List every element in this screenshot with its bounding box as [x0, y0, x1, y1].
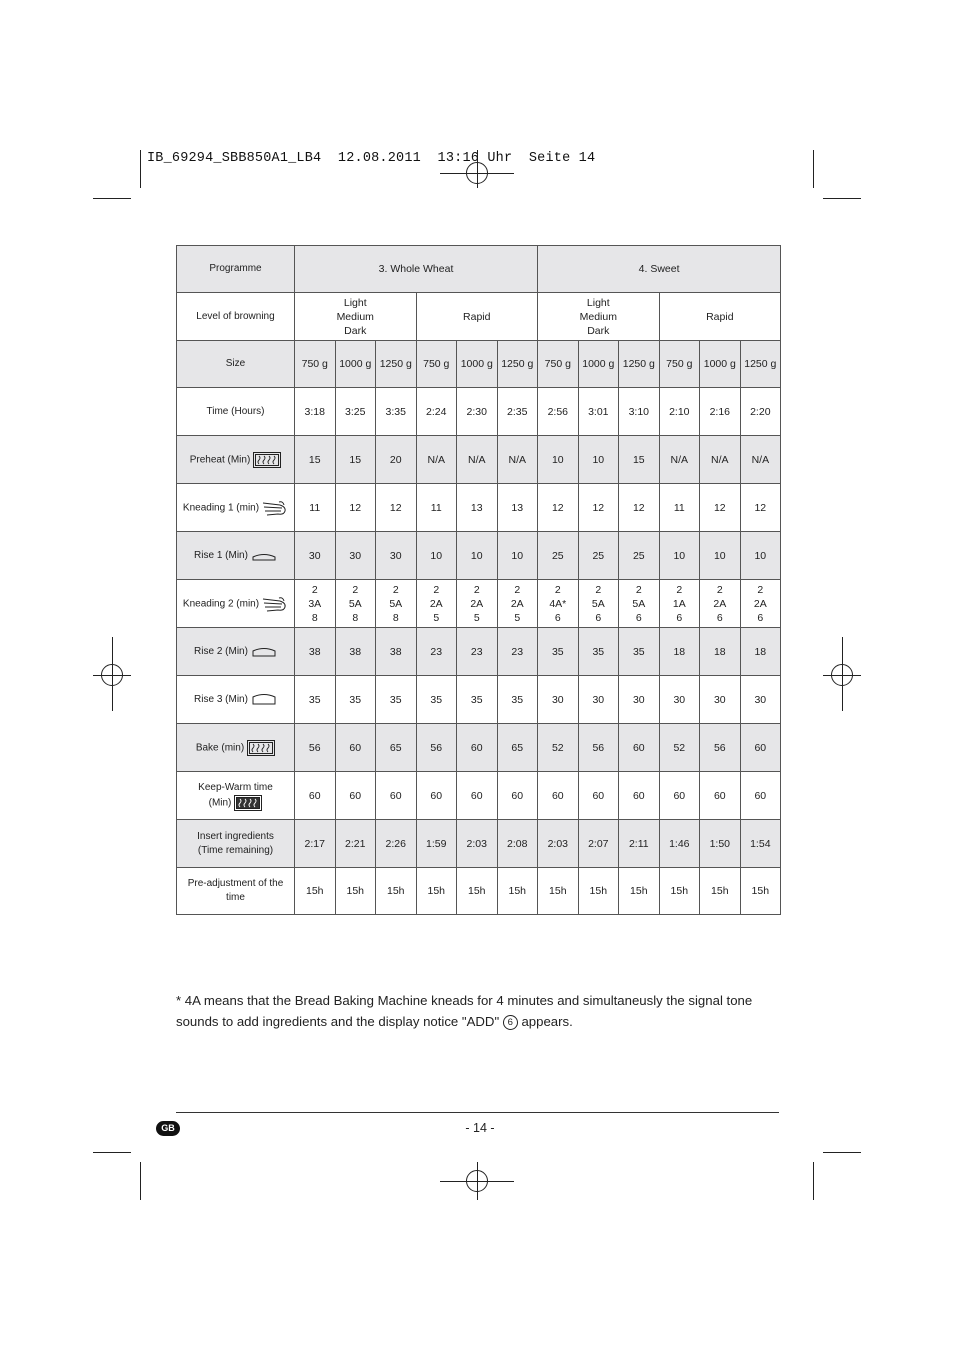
cell-line: 2 — [433, 583, 440, 596]
table-cell: 35 — [457, 676, 498, 724]
table-cell: 25 — [538, 532, 579, 580]
table-cell: 12 — [538, 484, 579, 532]
table-cell: 1:54 — [740, 820, 781, 868]
table-row — [177, 772, 781, 820]
browning-rapid: Rapid — [659, 293, 781, 341]
table-cell: 35 — [416, 676, 457, 724]
crop-mark — [93, 198, 131, 199]
table-cell: 38 — [335, 628, 376, 676]
browning-level-light: Light — [343, 296, 367, 309]
table-cell: 60 — [416, 772, 457, 820]
row-label — [177, 388, 295, 436]
table-cell: 15h — [457, 868, 498, 915]
cell-line: 8 — [392, 611, 399, 624]
size-cell: 1250 g — [740, 341, 781, 388]
table-cell: 2:30 — [457, 388, 498, 436]
crop-mark — [823, 198, 861, 199]
table-cell: 15h — [740, 868, 781, 915]
cell-line: 6 — [635, 611, 642, 624]
table-cell: 3:35 — [376, 388, 417, 436]
table-cell: 60 — [700, 772, 741, 820]
table-cell: 12 — [578, 484, 619, 532]
row-label — [177, 484, 295, 532]
preheat-icon — [253, 452, 281, 468]
table-cell: 13 — [457, 484, 498, 532]
table-cell — [416, 580, 457, 628]
table-cell: 15 — [335, 436, 376, 484]
row-label — [177, 628, 295, 676]
table-cell: 15h — [497, 868, 538, 915]
table-cell: 10 — [497, 532, 538, 580]
row-label — [177, 868, 295, 915]
table-cell: 2:21 — [335, 820, 376, 868]
programme-header-row — [177, 246, 781, 293]
table-cell: 15h — [416, 868, 457, 915]
table-cell: 56 — [416, 724, 457, 772]
crop-mark — [813, 150, 814, 188]
table-cell: N/A — [497, 436, 538, 484]
table-cell: 15h — [295, 868, 336, 915]
footnote — [176, 990, 786, 1032]
table-cell: 30 — [619, 676, 660, 724]
table-cell: 12 — [335, 484, 376, 532]
footnote-text: * 4A means that the Bread Baking Machine kneads for 4 minutes and simultaneusly the signal tone sounds to add ingredients and the display notice "ADD" — [176, 993, 753, 1029]
table-cell: 10 — [740, 532, 781, 580]
size-cell: 1000 g — [578, 341, 619, 388]
table-row — [177, 580, 781, 628]
table-cell: 30 — [659, 676, 700, 724]
table-row — [177, 628, 781, 676]
kneading-hand-icon — [262, 595, 288, 613]
cell-line: 2A — [510, 597, 524, 610]
cell-line: 5A — [389, 597, 403, 610]
circled-number: 6 — [503, 1015, 518, 1030]
row-label-text: Kneading 2 (min) — [182, 598, 260, 610]
table-cell: 35 — [578, 628, 619, 676]
table-cell: N/A — [416, 436, 457, 484]
row-label-text: (Min) — [208, 797, 232, 809]
registration-mark-circle — [101, 664, 123, 686]
table-cell: 35 — [295, 676, 336, 724]
print-header: IB_69294_SBB850A1_LB4 12.08.2011 13:16 Uhr Seite 14 — [147, 151, 596, 166]
table-cell: 2:03 — [457, 820, 498, 868]
table-cell: 18 — [659, 628, 700, 676]
table-cell: 52 — [538, 724, 579, 772]
cell-line: 2 — [757, 583, 764, 596]
table-cell: N/A — [457, 436, 498, 484]
table-cell — [659, 580, 700, 628]
crop-mark — [140, 150, 141, 188]
table-cell — [497, 580, 538, 628]
row-label: Size — [177, 341, 295, 388]
table-cell: 60 — [295, 772, 336, 820]
size-cell: 1000 g — [335, 341, 376, 388]
row-label-line — [177, 795, 294, 811]
table-cell — [376, 580, 417, 628]
table-cell: 60 — [740, 724, 781, 772]
table-cell: 56 — [295, 724, 336, 772]
table-cell: 2:56 — [538, 388, 579, 436]
row-label-text: Kneading 1 (min) — [182, 502, 260, 514]
browning-rapid: Rapid — [416, 293, 538, 341]
table-cell: 2:03 — [538, 820, 579, 868]
browning-row — [177, 293, 781, 341]
table-cell: N/A — [659, 436, 700, 484]
registration-mark-circle — [466, 1170, 488, 1192]
table-cell: 15 — [295, 436, 336, 484]
table-cell: 60 — [457, 724, 498, 772]
table-cell: 30 — [700, 676, 741, 724]
table-cell: 1:59 — [416, 820, 457, 868]
table-cell: 15h — [659, 868, 700, 915]
registration-mark-circle — [831, 664, 853, 686]
rise-1-dough-icon — [251, 549, 277, 561]
table-row — [177, 820, 781, 868]
table-cell: 2:17 — [295, 820, 336, 868]
programme-table — [176, 245, 781, 915]
row-label-line — [177, 844, 294, 858]
cell-line: 5A — [591, 597, 605, 610]
table-cell: 2:20 — [740, 388, 781, 436]
table-row — [177, 676, 781, 724]
row-label-line: Keep-Warm time — [198, 781, 273, 793]
row-label — [177, 436, 295, 484]
table-cell: 10 — [457, 532, 498, 580]
browning-level-light: Light — [586, 296, 610, 309]
table-cell — [740, 580, 781, 628]
table-cell: 60 — [457, 772, 498, 820]
browning-level-medium: Medium — [579, 310, 617, 323]
table-cell: 2:10 — [659, 388, 700, 436]
size-row — [177, 341, 781, 388]
footer-rule — [176, 1112, 779, 1113]
size-cell: 1250 g — [619, 341, 660, 388]
table-cell — [457, 580, 498, 628]
row-label — [177, 724, 295, 772]
table-cell: 56 — [578, 724, 619, 772]
keep-warm-icon — [234, 795, 262, 811]
table-cell: 35 — [619, 628, 660, 676]
cell-line: 6 — [716, 611, 723, 624]
crop-mark — [823, 1152, 861, 1153]
row-label-text: Rise 3 (Min) — [194, 693, 248, 705]
rise-2-dough-icon — [251, 645, 277, 657]
bake-icon — [247, 740, 275, 756]
table-cell — [335, 580, 376, 628]
table-row — [177, 484, 781, 532]
table-cell: 30 — [335, 532, 376, 580]
row-label-text: Rise 2 (Min) — [194, 645, 248, 657]
row-label: Programme — [177, 246, 295, 293]
size-cell: 750 g — [538, 341, 579, 388]
browning-levels — [295, 293, 417, 341]
table-cell: 35 — [376, 676, 417, 724]
table-cell: 15h — [335, 868, 376, 915]
table-cell: 23 — [416, 628, 457, 676]
row-label-text: Pre-adjustment of the time — [187, 878, 284, 903]
table-cell: 12 — [376, 484, 417, 532]
table-cell: 35 — [497, 676, 538, 724]
table-cell: 2:07 — [578, 820, 619, 868]
table-cell — [295, 580, 336, 628]
row-label: Level of browning — [177, 293, 295, 341]
table-cell: 65 — [376, 724, 417, 772]
crop-mark — [93, 1152, 131, 1153]
table-cell: 60 — [376, 772, 417, 820]
table-cell: 11 — [295, 484, 336, 532]
row-label-text: Bake (min) — [195, 742, 245, 754]
table-cell: 2:08 — [497, 820, 538, 868]
cell-line: 2 — [595, 583, 602, 596]
programme-whole-wheat: 3. Whole Wheat — [295, 246, 538, 293]
browning-levels — [538, 293, 660, 341]
cell-line: 3A — [308, 597, 322, 610]
programme-sweet: 4. Sweet — [538, 246, 781, 293]
table-cell: 11 — [416, 484, 457, 532]
row-label — [177, 820, 295, 868]
table-cell: 12 — [740, 484, 781, 532]
rise-3-dough-icon — [251, 693, 277, 705]
cell-line: 5 — [473, 611, 480, 624]
table-cell: 38 — [295, 628, 336, 676]
table-cell: 30 — [740, 676, 781, 724]
cell-line: 2 — [311, 583, 318, 596]
table-cell: 3:18 — [295, 388, 336, 436]
table-row — [177, 724, 781, 772]
table-cell: 18 — [700, 628, 741, 676]
cell-line: 2 — [514, 583, 521, 596]
table-cell: 15 — [619, 436, 660, 484]
size-cell: 1250 g — [497, 341, 538, 388]
table-cell — [578, 580, 619, 628]
table-cell: 23 — [457, 628, 498, 676]
row-label-line: Insert ingredients — [197, 830, 274, 842]
cell-line: 1A — [672, 597, 686, 610]
table-row — [177, 532, 781, 580]
table-cell: 35 — [335, 676, 376, 724]
table-cell — [700, 580, 741, 628]
table-cell: 60 — [740, 772, 781, 820]
table-cell: 12 — [700, 484, 741, 532]
cell-line: 2 — [392, 583, 399, 596]
row-label-text: Time (Hours) — [206, 405, 265, 417]
size-cell: 750 g — [416, 341, 457, 388]
row-label — [177, 532, 295, 580]
table-cell: 30 — [295, 532, 336, 580]
language-badge: GB — [156, 1121, 180, 1136]
table-cell: 2:24 — [416, 388, 457, 436]
table-cell: 60 — [619, 772, 660, 820]
table-cell: 1:46 — [659, 820, 700, 868]
table-cell: 2:11 — [619, 820, 660, 868]
table-cell: 10 — [700, 532, 741, 580]
cell-line: 2 — [554, 583, 561, 596]
table-cell: 10 — [659, 532, 700, 580]
table-cell: 25 — [619, 532, 660, 580]
cell-line: 2A — [429, 597, 443, 610]
table-cell: 10 — [416, 532, 457, 580]
browning-level-dark: Dark — [587, 324, 610, 337]
table-cell: 2:16 — [700, 388, 741, 436]
cell-line: 2A — [753, 597, 767, 610]
table-cell: 15h — [619, 868, 660, 915]
table-cell: 60 — [335, 724, 376, 772]
table-cell: 3:01 — [578, 388, 619, 436]
table-cell: 3:25 — [335, 388, 376, 436]
table-cell: 10 — [578, 436, 619, 484]
row-label-text: Preheat (Min) — [189, 454, 251, 466]
table-cell: 60 — [619, 724, 660, 772]
table-cell: 38 — [376, 628, 417, 676]
table-cell: 30 — [538, 676, 579, 724]
size-cell: 1250 g — [376, 341, 417, 388]
cell-line: 8 — [352, 611, 359, 624]
cell-line: 6 — [595, 611, 602, 624]
browning-level-dark: Dark — [344, 324, 367, 337]
cell-line: 2 — [635, 583, 642, 596]
table-cell: 3:10 — [619, 388, 660, 436]
table-cell: 15h — [538, 868, 579, 915]
table-cell: 15h — [700, 868, 741, 915]
table-cell: 35 — [538, 628, 579, 676]
table-cell: 60 — [335, 772, 376, 820]
table-cell: 1:50 — [700, 820, 741, 868]
table-cell: 18 — [740, 628, 781, 676]
table-row — [177, 388, 781, 436]
table-cell: 52 — [659, 724, 700, 772]
table-row — [177, 436, 781, 484]
table-cell: 2:35 — [497, 388, 538, 436]
row-label — [177, 772, 295, 820]
table-cell: 30 — [376, 532, 417, 580]
table-cell: 65 — [497, 724, 538, 772]
table-cell — [619, 580, 660, 628]
size-cell: 750 g — [659, 341, 700, 388]
page-number: - 14 - — [465, 1121, 495, 1135]
cell-line: 5A — [632, 597, 646, 610]
table-cell: 12 — [619, 484, 660, 532]
size-cell: 750 g — [295, 341, 336, 388]
table-cell: 60 — [497, 772, 538, 820]
crop-mark — [140, 1162, 141, 1200]
row-label-text: (Time remaining) — [197, 844, 274, 856]
table-cell: N/A — [700, 436, 741, 484]
row-label-text: Rise 1 (Min) — [194, 549, 248, 561]
table-cell: 56 — [700, 724, 741, 772]
row-label — [177, 676, 295, 724]
cell-line: 2 — [473, 583, 480, 596]
table-cell: 15h — [376, 868, 417, 915]
kneading-hand-icon — [262, 499, 288, 517]
table-cell: N/A — [740, 436, 781, 484]
size-cell: 1000 g — [700, 341, 741, 388]
size-cell: 1000 g — [457, 341, 498, 388]
table-cell: 23 — [497, 628, 538, 676]
cell-line: 5A — [348, 597, 362, 610]
cell-line: 8 — [311, 611, 318, 624]
crop-mark — [813, 1162, 814, 1200]
table-cell: 60 — [659, 772, 700, 820]
table-cell: 13 — [497, 484, 538, 532]
footnote-text-end: appears. — [517, 1014, 573, 1029]
browning-level-medium: Medium — [336, 310, 374, 323]
table-cell: 20 — [376, 436, 417, 484]
table-cell: 10 — [538, 436, 579, 484]
cell-line: 4A* — [549, 597, 567, 610]
table-cell: 11 — [659, 484, 700, 532]
table-row — [177, 868, 781, 915]
cell-line: 2A — [470, 597, 484, 610]
table-cell: 30 — [578, 676, 619, 724]
cell-line: 2 — [352, 583, 359, 596]
cell-line: 2A — [713, 597, 727, 610]
cell-line: 6 — [757, 611, 764, 624]
table-cell: 15h — [578, 868, 619, 915]
cell-line: 2 — [716, 583, 723, 596]
table-cell: 60 — [538, 772, 579, 820]
cell-line: 6 — [676, 611, 683, 624]
cell-line: 5 — [514, 611, 521, 624]
table-cell: 2:26 — [376, 820, 417, 868]
cell-line: 6 — [554, 611, 561, 624]
row-label — [177, 580, 295, 628]
cell-line: 5 — [433, 611, 440, 624]
table-cell: 25 — [578, 532, 619, 580]
cell-line: 2 — [676, 583, 683, 596]
table-cell: 60 — [578, 772, 619, 820]
table-cell — [538, 580, 579, 628]
